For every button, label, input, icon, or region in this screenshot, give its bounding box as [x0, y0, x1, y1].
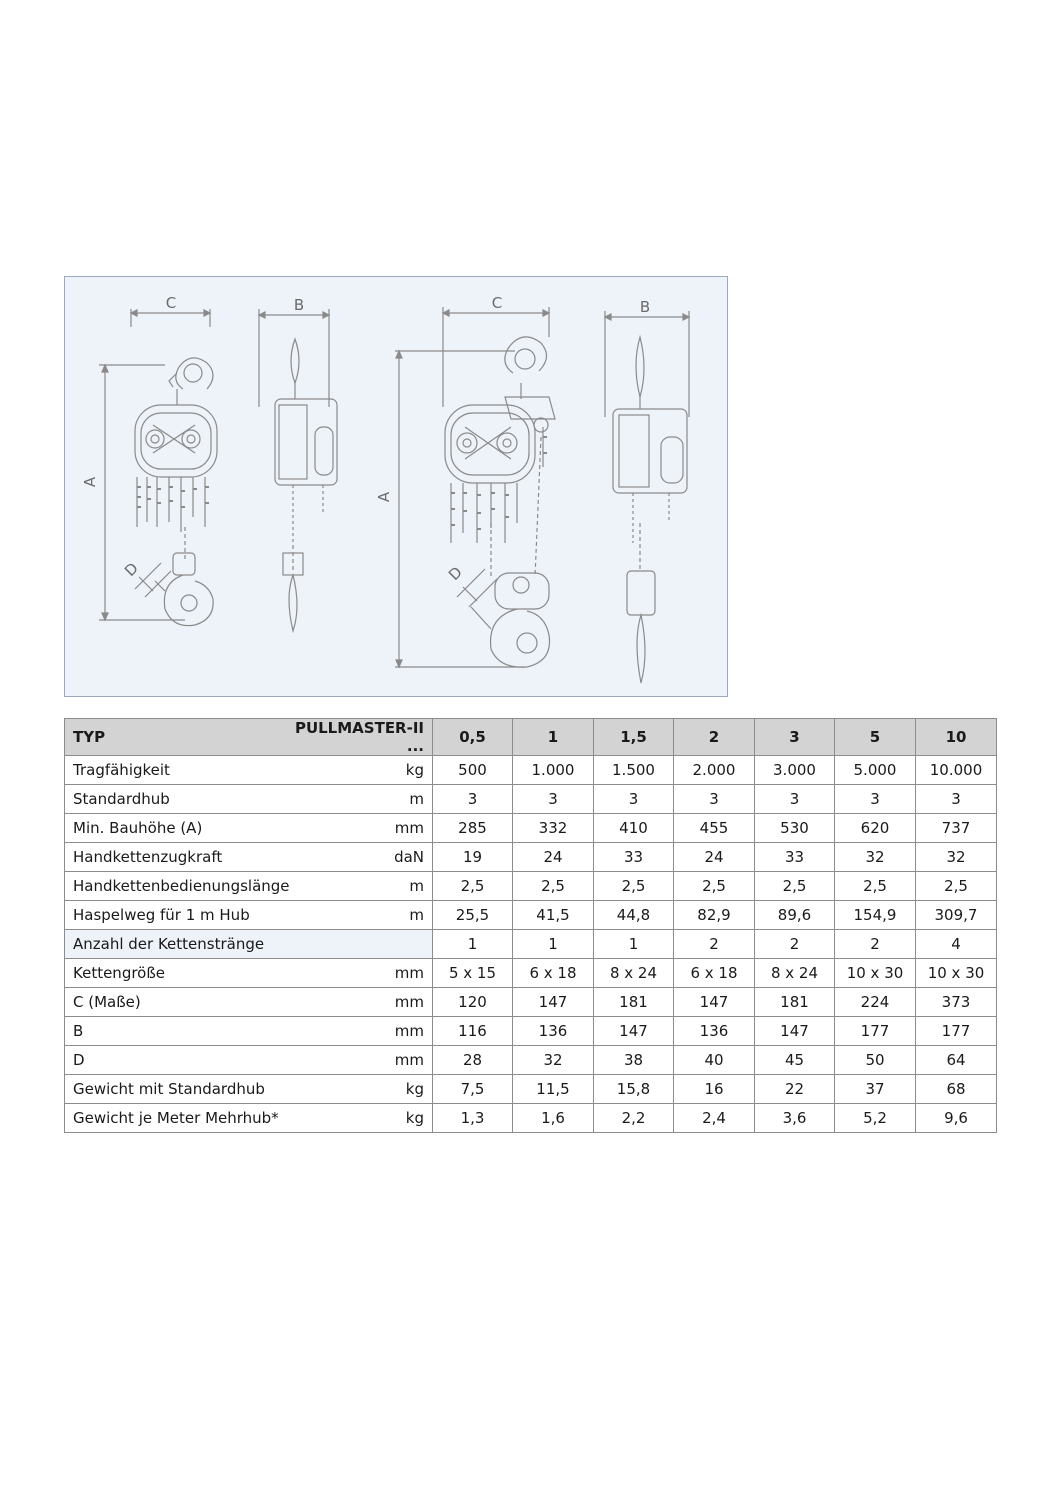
table-cell: 224 [835, 988, 916, 1017]
table-cell: 2,2 [594, 1104, 674, 1133]
row-unit: mm [283, 988, 433, 1017]
table-cell: 10.000 [916, 756, 997, 785]
table-cell: 2,5 [433, 872, 513, 901]
table-row [65, 785, 997, 814]
table-cell: 154,9 [835, 901, 916, 930]
table-cell: 32 [513, 1046, 594, 1075]
table-cell: 25,5 [433, 901, 513, 930]
row-label: Anzahl der Kettenstränge [65, 930, 283, 959]
table-cell: 1.500 [594, 756, 674, 785]
capacity-header: 10 [916, 719, 997, 756]
table-cell: 3 [674, 785, 755, 814]
table-cell: 32 [835, 843, 916, 872]
table-cell: 4 [916, 930, 997, 959]
row-unit [283, 930, 433, 959]
table-cell: 22 [755, 1075, 835, 1104]
table-cell: 2 [674, 930, 755, 959]
table-row [65, 959, 997, 988]
table-cell: 3 [594, 785, 674, 814]
table-cell: 33 [594, 843, 674, 872]
small-dim-d-label: D [121, 559, 142, 580]
table-cell: 37 [835, 1075, 916, 1104]
table-row [65, 843, 997, 872]
table-cell: 89,6 [755, 901, 835, 930]
table-cell: 32 [916, 843, 997, 872]
table-cell: 373 [916, 988, 997, 1017]
row-unit: m [283, 901, 433, 930]
table-cell: 50 [835, 1046, 916, 1075]
table-cell: 9,6 [916, 1104, 997, 1133]
table-cell: 15,8 [594, 1075, 674, 1104]
table-cell: 2,5 [674, 872, 755, 901]
row-label: D [65, 1046, 283, 1075]
table-row [65, 872, 997, 901]
table-row [65, 901, 997, 930]
row-unit: kg [283, 1075, 433, 1104]
row-label: Tragfähigkeit [65, 756, 283, 785]
large-hoist-front-view [375, 294, 555, 667]
table-cell: 285 [433, 814, 513, 843]
table-cell: 2,4 [674, 1104, 755, 1133]
table-cell: 3 [916, 785, 997, 814]
table-cell: 3 [755, 785, 835, 814]
table-cell: 24 [674, 843, 755, 872]
row-label: Kettengröße [65, 959, 283, 988]
table-cell: 2,5 [835, 872, 916, 901]
table-cell: 5,2 [835, 1104, 916, 1133]
row-unit: kg [283, 756, 433, 785]
capacity-header: 3 [755, 719, 835, 756]
table-cell: 455 [674, 814, 755, 843]
table-row [65, 1104, 997, 1133]
large-dim-a-label: A [375, 491, 393, 503]
row-unit: daN [283, 843, 433, 872]
table-cell: 181 [594, 988, 674, 1017]
small-hoist-side-view [259, 296, 337, 631]
table-cell: 16 [674, 1075, 755, 1104]
row-label: Haspelweg für 1 m Hub [65, 901, 283, 930]
row-label: Gewicht mit Standardhub [65, 1075, 283, 1104]
table-cell: 147 [674, 988, 755, 1017]
typ-header: TYP [65, 719, 283, 756]
small-hoist-front-view [81, 294, 217, 626]
table-cell: 2 [755, 930, 835, 959]
row-unit: mm [283, 1046, 433, 1075]
row-unit: m [283, 785, 433, 814]
large-hoist-side-view [605, 298, 689, 683]
row-label: Handkettenzugkraft [65, 843, 283, 872]
table-cell: 3.000 [755, 756, 835, 785]
table-row [65, 1017, 997, 1046]
table-cell: 10 x 30 [835, 959, 916, 988]
hoist-technical-drawing [65, 277, 729, 698]
table-cell: 1 [433, 930, 513, 959]
small-dim-b-label: B [293, 296, 305, 314]
table-cell: 530 [755, 814, 835, 843]
table-cell: 3 [835, 785, 916, 814]
table-cell: 737 [916, 814, 997, 843]
table-cell: 500 [433, 756, 513, 785]
table-cell: 1 [513, 930, 594, 959]
table-header-row [65, 719, 997, 756]
table-cell: 5 x 15 [433, 959, 513, 988]
capacity-header: 1,5 [594, 719, 674, 756]
hoist-drawing-panel [64, 276, 728, 697]
table-cell: 136 [513, 1017, 594, 1046]
table-cell: 41,5 [513, 901, 594, 930]
row-label: Standardhub [65, 785, 283, 814]
table-cell: 44,8 [594, 901, 674, 930]
table-cell: 2 [835, 930, 916, 959]
table-row [65, 1046, 997, 1075]
small-dim-c-label: C [165, 294, 177, 312]
large-dim-c-label: C [491, 294, 503, 312]
row-label: Min. Bauhöhe (A) [65, 814, 283, 843]
table-cell: 45 [755, 1046, 835, 1075]
table-cell: 82,9 [674, 901, 755, 930]
table-cell: 177 [835, 1017, 916, 1046]
row-label: Gewicht je Meter Mehrhub* [65, 1104, 283, 1133]
table-cell: 620 [835, 814, 916, 843]
table-cell: 116 [433, 1017, 513, 1046]
spec-table [64, 718, 997, 1133]
table-cell: 309,7 [916, 901, 997, 930]
table-cell: 3,6 [755, 1104, 835, 1133]
table-cell: 147 [755, 1017, 835, 1046]
table-cell: 1,6 [513, 1104, 594, 1133]
row-label: B [65, 1017, 283, 1046]
large-dim-d-label: D [445, 563, 466, 584]
capacity-header: 2 [674, 719, 755, 756]
table-cell: 2,5 [594, 872, 674, 901]
table-cell: 147 [513, 988, 594, 1017]
table-cell: 1 [594, 930, 674, 959]
table-cell: 5.000 [835, 756, 916, 785]
table-cell: 10 x 30 [916, 959, 997, 988]
table-cell: 2.000 [674, 756, 755, 785]
table-cell: 38 [594, 1046, 674, 1075]
table-cell: 2,5 [755, 872, 835, 901]
table-cell: 332 [513, 814, 594, 843]
table-cell: 40 [674, 1046, 755, 1075]
table-cell: 7,5 [433, 1075, 513, 1104]
capacity-header: 5 [835, 719, 916, 756]
large-dim-b-label: B [639, 298, 651, 316]
table-cell: 410 [594, 814, 674, 843]
table-cell: 136 [674, 1017, 755, 1046]
table-cell: 3 [513, 785, 594, 814]
model-header: PULLMASTER-II ... [283, 719, 433, 756]
table-cell: 33 [755, 843, 835, 872]
table-row [65, 756, 997, 785]
table-cell: 8 x 24 [594, 959, 674, 988]
table-row [65, 930, 997, 959]
table-row [65, 1075, 997, 1104]
table-cell: 68 [916, 1075, 997, 1104]
row-unit: mm [283, 1017, 433, 1046]
table-cell: 181 [755, 988, 835, 1017]
table-cell: 120 [433, 988, 513, 1017]
table-cell: 3 [433, 785, 513, 814]
table-cell: 147 [594, 1017, 674, 1046]
row-label: Handkettenbedienungslänge [65, 872, 283, 901]
table-cell: 2,5 [513, 872, 594, 901]
spec-table-body [65, 756, 997, 1133]
small-dim-a-label: A [81, 476, 99, 488]
table-cell: 1.000 [513, 756, 594, 785]
table-row [65, 814, 997, 843]
row-unit: mm [283, 814, 433, 843]
capacity-header: 1 [513, 719, 594, 756]
capacity-header: 0,5 [433, 719, 513, 756]
row-label: C (Maße) [65, 988, 283, 1017]
table-cell: 8 x 24 [755, 959, 835, 988]
table-cell: 11,5 [513, 1075, 594, 1104]
table-cell: 1,3 [433, 1104, 513, 1133]
row-unit: mm [283, 959, 433, 988]
table-cell: 24 [513, 843, 594, 872]
table-cell: 177 [916, 1017, 997, 1046]
table-row [65, 988, 997, 1017]
table-cell: 28 [433, 1046, 513, 1075]
table-cell: 2,5 [916, 872, 997, 901]
row-unit: m [283, 872, 433, 901]
table-cell: 6 x 18 [513, 959, 594, 988]
table-cell: 64 [916, 1046, 997, 1075]
table-cell: 19 [433, 843, 513, 872]
row-unit: kg [283, 1104, 433, 1133]
table-cell: 6 x 18 [674, 959, 755, 988]
